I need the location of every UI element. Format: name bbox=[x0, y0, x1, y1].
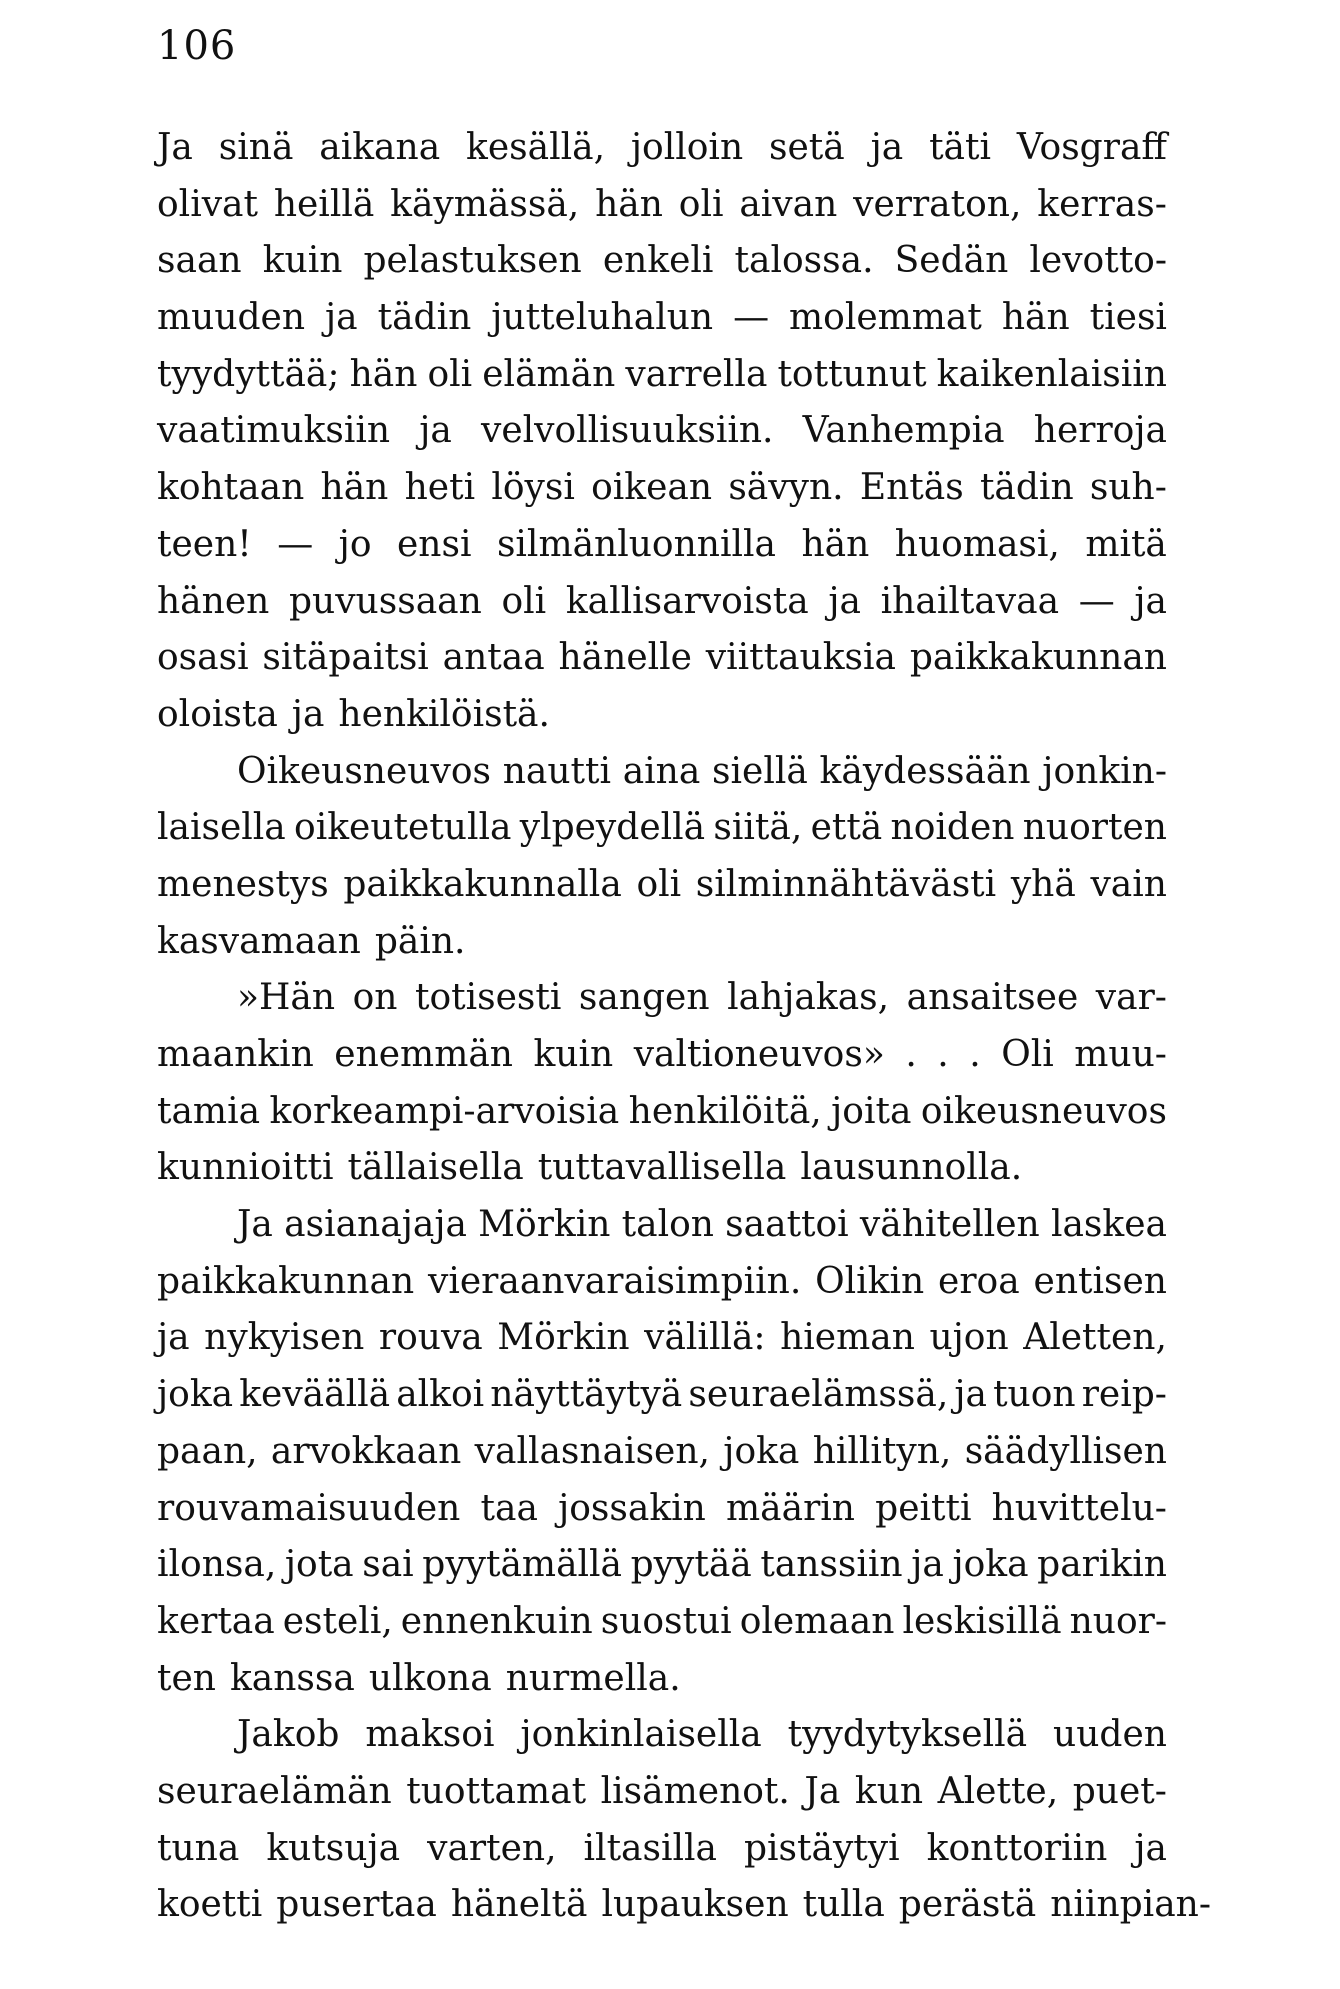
word: oloista bbox=[157, 693, 278, 735]
word: elämän bbox=[482, 353, 616, 395]
word: levotto- bbox=[1029, 240, 1167, 282]
word: nuorten bbox=[1022, 807, 1167, 849]
word: kerras- bbox=[1037, 183, 1167, 225]
word: nuor- bbox=[1069, 1600, 1167, 1642]
word: saan bbox=[157, 240, 242, 282]
word: kuin bbox=[262, 240, 343, 282]
word: henkilöitä, bbox=[628, 1090, 822, 1132]
word: hän bbox=[595, 183, 663, 225]
word: suostui bbox=[600, 1600, 732, 1642]
text-line bbox=[157, 1197, 1167, 1254]
word: aikana bbox=[319, 127, 441, 168]
word: reip- bbox=[1081, 1374, 1167, 1416]
word: jota bbox=[284, 1544, 354, 1586]
word: ensi bbox=[396, 523, 472, 565]
word: tamia bbox=[157, 1090, 261, 1132]
word: . bbox=[937, 1034, 949, 1075]
word: ja bbox=[325, 297, 358, 339]
word: tädin bbox=[377, 297, 472, 339]
word: oli bbox=[636, 863, 682, 905]
word: joita bbox=[831, 1090, 912, 1132]
word: Mörkin bbox=[497, 1317, 630, 1359]
word: ansaitsee bbox=[906, 977, 1079, 1019]
word: Olikin bbox=[815, 1260, 925, 1302]
word: Alette, bbox=[937, 1770, 1059, 1812]
text-line bbox=[157, 1594, 1167, 1651]
word: joka bbox=[723, 1430, 800, 1472]
word: tyydytyksellä bbox=[787, 1714, 1028, 1756]
word: tädin bbox=[979, 467, 1074, 509]
word: — bbox=[277, 523, 314, 565]
word: oli bbox=[501, 580, 547, 622]
word: lahjakas, bbox=[727, 977, 890, 1019]
word: löysi bbox=[491, 467, 575, 509]
word: ja bbox=[870, 127, 904, 168]
word: joka bbox=[952, 1544, 1029, 1586]
word: puvussaan bbox=[288, 580, 482, 622]
text-line bbox=[157, 1367, 1167, 1424]
text-line bbox=[157, 1084, 1167, 1141]
word: ja bbox=[419, 410, 452, 452]
word: määrin bbox=[726, 1487, 855, 1529]
word: enkeli bbox=[602, 240, 714, 282]
word: setä bbox=[769, 127, 845, 168]
word: henkilöistä. bbox=[338, 693, 550, 735]
word: oikean bbox=[591, 467, 713, 509]
word: pyytämällä bbox=[422, 1544, 623, 1586]
word: välillä: bbox=[644, 1317, 766, 1359]
word: ja bbox=[291, 693, 325, 735]
text-line bbox=[157, 1651, 1167, 1708]
word: Oikeusneuvos bbox=[237, 750, 491, 792]
word: Entäs bbox=[859, 467, 964, 509]
word: tulla bbox=[802, 1884, 885, 1926]
word: var- bbox=[1095, 977, 1167, 1019]
word: vain bbox=[1090, 863, 1167, 905]
word: antaa bbox=[442, 637, 545, 679]
word: sangen bbox=[578, 977, 710, 1019]
word: Ja bbox=[237, 1204, 273, 1246]
word: ylpeydellä bbox=[519, 807, 706, 849]
text-line bbox=[157, 1254, 1167, 1311]
paragraph bbox=[157, 1197, 1167, 1707]
word: varrella bbox=[625, 353, 768, 395]
text-line bbox=[157, 403, 1167, 460]
word: oli bbox=[427, 353, 473, 395]
word: silminnähtävästi bbox=[695, 863, 997, 905]
paragraph bbox=[157, 120, 1167, 744]
word: seuraelämssä, bbox=[688, 1374, 949, 1416]
word: ja bbox=[911, 1544, 944, 1586]
word: huvittelu- bbox=[991, 1487, 1167, 1529]
word: nurmella. bbox=[505, 1657, 681, 1699]
word: jonkinlaisella bbox=[520, 1714, 762, 1756]
word: vähitellen bbox=[859, 1204, 1040, 1246]
word: enemmän bbox=[334, 1034, 513, 1075]
word: tuna bbox=[157, 1827, 240, 1869]
text-line bbox=[157, 1707, 1167, 1764]
word: pelastuksen bbox=[363, 240, 582, 282]
word: talossa. bbox=[734, 240, 874, 282]
word: kohtaan bbox=[157, 467, 305, 509]
text-line bbox=[157, 347, 1167, 404]
word: jolloin bbox=[630, 127, 744, 168]
word: »Hän bbox=[237, 977, 336, 1019]
word: Sedän bbox=[894, 240, 1009, 282]
text-line bbox=[157, 1140, 1167, 1197]
word: tiesi bbox=[1089, 297, 1167, 339]
word: hillityn, bbox=[812, 1430, 952, 1472]
word: ulkona bbox=[368, 1657, 492, 1699]
word: talon bbox=[621, 1204, 714, 1246]
word: ujon bbox=[929, 1317, 1009, 1359]
text-line bbox=[157, 574, 1167, 631]
text-line bbox=[157, 857, 1167, 914]
paragraph bbox=[157, 744, 1167, 971]
word: — bbox=[1078, 580, 1115, 622]
word: maankin bbox=[157, 1034, 314, 1075]
word: siellä bbox=[712, 750, 808, 792]
word: että bbox=[810, 807, 883, 849]
text-line bbox=[157, 800, 1167, 857]
word: hän bbox=[801, 523, 870, 565]
text-line bbox=[157, 460, 1167, 517]
word: iltasilla bbox=[583, 1827, 717, 1869]
word: sävyn. bbox=[728, 467, 844, 509]
word: jutteluhalun bbox=[491, 297, 714, 339]
word: asianajaja bbox=[284, 1204, 467, 1246]
body-text bbox=[157, 120, 1212, 1934]
word: Ja bbox=[804, 1770, 841, 1812]
word: hänelle bbox=[558, 637, 692, 679]
word: teen! bbox=[157, 523, 252, 565]
word: laisella bbox=[157, 807, 286, 849]
word: viittauksia bbox=[705, 637, 897, 679]
page-number: 106 bbox=[157, 23, 237, 69]
word: näyttäytyä bbox=[490, 1374, 683, 1416]
text-line bbox=[157, 914, 1167, 971]
word: paikkakunnalla bbox=[343, 863, 622, 905]
word: esteli, bbox=[282, 1600, 393, 1642]
word: peitti bbox=[875, 1487, 972, 1529]
word: laskea bbox=[1050, 1204, 1167, 1246]
word: tuon bbox=[993, 1374, 1076, 1416]
text-line bbox=[157, 517, 1167, 574]
text-line bbox=[157, 630, 1167, 687]
word: molemmat bbox=[789, 297, 982, 339]
word: käydessään bbox=[819, 750, 1031, 792]
word: hän bbox=[320, 467, 389, 509]
word: sitäpaitsi bbox=[262, 637, 429, 679]
word: Ja bbox=[157, 127, 193, 168]
word: niinpian- bbox=[1050, 1884, 1212, 1926]
word: mitä bbox=[1085, 523, 1167, 565]
word: velvollisuuksiin. bbox=[480, 410, 774, 452]
word: aivan bbox=[739, 183, 838, 225]
word: entisen bbox=[1033, 1260, 1167, 1302]
word: ja bbox=[954, 1374, 987, 1416]
word: taa bbox=[480, 1487, 538, 1529]
word: Mörkin bbox=[478, 1204, 611, 1246]
word: kaikenlaisiin bbox=[936, 353, 1167, 395]
word: olemaan bbox=[739, 1600, 895, 1642]
word: valtioneuvos» bbox=[633, 1034, 885, 1075]
word: heti bbox=[404, 467, 476, 509]
word: lausunnolla. bbox=[800, 1147, 1023, 1189]
word: kesällä, bbox=[466, 127, 606, 168]
word: Oli bbox=[1001, 1034, 1054, 1075]
word: hänen bbox=[157, 580, 270, 622]
word: arvokkaan bbox=[270, 1430, 462, 1472]
word: nautti bbox=[502, 750, 611, 792]
word: kutsuja bbox=[266, 1827, 401, 1869]
word: rouva bbox=[378, 1317, 483, 1359]
word: täti bbox=[929, 127, 991, 168]
word: alkoi bbox=[396, 1374, 485, 1416]
word: ja bbox=[828, 580, 862, 622]
word: vieraanvaraisimpiin. bbox=[427, 1260, 802, 1302]
word: herroja bbox=[1033, 410, 1167, 452]
word: — bbox=[733, 297, 770, 339]
word: hieman bbox=[780, 1317, 915, 1359]
word: oli bbox=[678, 183, 724, 225]
word: pyytää bbox=[630, 1544, 752, 1586]
word: muuden bbox=[157, 297, 306, 339]
word: silmänluonnilla bbox=[496, 523, 776, 565]
paragraph bbox=[157, 970, 1167, 1197]
word: Vosgraff bbox=[1016, 127, 1167, 168]
word: ten bbox=[157, 1657, 216, 1699]
word: tottunut bbox=[777, 353, 927, 395]
word: jossakin bbox=[558, 1487, 706, 1529]
word: tuottamat bbox=[406, 1770, 587, 1812]
word: kanssa bbox=[229, 1657, 355, 1699]
text-line bbox=[157, 1764, 1167, 1821]
text-line bbox=[157, 1027, 1167, 1084]
text-line bbox=[157, 233, 1167, 290]
text-line bbox=[157, 687, 1167, 744]
text-line bbox=[157, 970, 1167, 1027]
word: säädyllisen bbox=[964, 1430, 1167, 1472]
word: maksoi bbox=[365, 1714, 495, 1756]
word: hän bbox=[1001, 297, 1070, 339]
word: jo bbox=[338, 523, 372, 565]
word: oikeutetulla bbox=[294, 807, 512, 849]
word: ja bbox=[157, 1317, 190, 1359]
word: häneltä bbox=[450, 1884, 588, 1926]
word: keväällä bbox=[239, 1374, 391, 1416]
text-line bbox=[157, 744, 1167, 801]
word: kasvamaan bbox=[157, 920, 361, 962]
word: noiden bbox=[890, 807, 1015, 849]
word: tuttavallisella bbox=[537, 1147, 787, 1189]
word: Aletten, bbox=[1023, 1317, 1167, 1359]
word: ja bbox=[1134, 580, 1167, 622]
word: muu- bbox=[1074, 1034, 1167, 1075]
word: huomasi, bbox=[894, 523, 1060, 565]
text-line bbox=[157, 1310, 1167, 1367]
word: kunnioitti bbox=[157, 1147, 334, 1189]
word: tyydyttää; bbox=[157, 353, 340, 395]
word: korkeampi-arvoisia bbox=[269, 1090, 620, 1132]
word: vaatimuksiin bbox=[157, 410, 391, 452]
word: saattoi bbox=[725, 1204, 849, 1246]
word: . bbox=[969, 1034, 981, 1075]
word: hän bbox=[349, 353, 418, 395]
word: päin. bbox=[374, 920, 466, 962]
word: sinä bbox=[218, 127, 294, 168]
paragraph bbox=[157, 1707, 1212, 1934]
word: totisesti bbox=[415, 977, 562, 1019]
text-line bbox=[157, 1877, 1212, 1934]
word: olivat bbox=[157, 183, 258, 225]
text-line bbox=[157, 1821, 1167, 1878]
word: perästä bbox=[898, 1884, 1037, 1926]
word: parikin bbox=[1037, 1544, 1167, 1586]
word: seuraelämän bbox=[157, 1770, 392, 1812]
word: leskisillä bbox=[902, 1600, 1062, 1642]
word: koetti bbox=[157, 1884, 263, 1926]
word: oikeusneuvos bbox=[920, 1090, 1167, 1132]
word: suh- bbox=[1089, 467, 1167, 509]
word: konttoriin bbox=[926, 1827, 1108, 1869]
word: jonkin- bbox=[1042, 750, 1167, 792]
text-line bbox=[157, 1481, 1167, 1538]
word: . bbox=[905, 1034, 917, 1075]
word: joka bbox=[157, 1374, 234, 1416]
word: pusertaa bbox=[276, 1884, 437, 1926]
word: rouvamaisuuden bbox=[157, 1487, 461, 1529]
text-line bbox=[157, 120, 1167, 177]
word: paikkakunnan bbox=[909, 637, 1167, 679]
word: on bbox=[352, 977, 398, 1019]
word: tällaisella bbox=[347, 1147, 524, 1189]
word: pistäytyi bbox=[744, 1827, 900, 1869]
word: aina bbox=[622, 750, 701, 792]
word: kertaa bbox=[157, 1600, 275, 1642]
word: ennenkuin bbox=[400, 1600, 593, 1642]
word: Vanhempia bbox=[802, 410, 1005, 452]
text-line bbox=[157, 1537, 1167, 1594]
word: heillä bbox=[273, 183, 375, 225]
word: ilonsa, bbox=[157, 1544, 277, 1586]
word: siitä, bbox=[713, 807, 803, 849]
word: lisämenot. bbox=[600, 1770, 790, 1812]
word: osasi bbox=[157, 637, 249, 679]
word: Jakob bbox=[237, 1714, 340, 1756]
word: kuin bbox=[533, 1034, 614, 1075]
word: käymässä, bbox=[390, 183, 580, 225]
word: ja bbox=[1134, 1827, 1167, 1869]
word: kallisarvoista bbox=[565, 580, 809, 622]
word: vallasnaisen, bbox=[474, 1430, 710, 1472]
word: puet- bbox=[1072, 1770, 1167, 1812]
text-line bbox=[157, 177, 1167, 234]
word: lupauksen bbox=[601, 1884, 789, 1926]
word: sai bbox=[362, 1544, 414, 1586]
word: menestys bbox=[157, 863, 329, 905]
word: eroa bbox=[938, 1260, 1020, 1302]
text-line bbox=[157, 1424, 1167, 1481]
word: varten, bbox=[427, 1827, 557, 1869]
word: uuden bbox=[1053, 1714, 1167, 1756]
word: ihailtavaa bbox=[880, 580, 1060, 622]
text-line bbox=[157, 290, 1167, 347]
word: verraton, bbox=[853, 183, 1022, 225]
word: kun bbox=[854, 1770, 924, 1812]
word: yhä bbox=[1010, 863, 1076, 905]
word: paikkakunnan bbox=[157, 1260, 415, 1302]
word: nykyisen bbox=[204, 1317, 365, 1359]
word: paan, bbox=[157, 1430, 258, 1472]
word: tanssiin bbox=[760, 1544, 903, 1586]
